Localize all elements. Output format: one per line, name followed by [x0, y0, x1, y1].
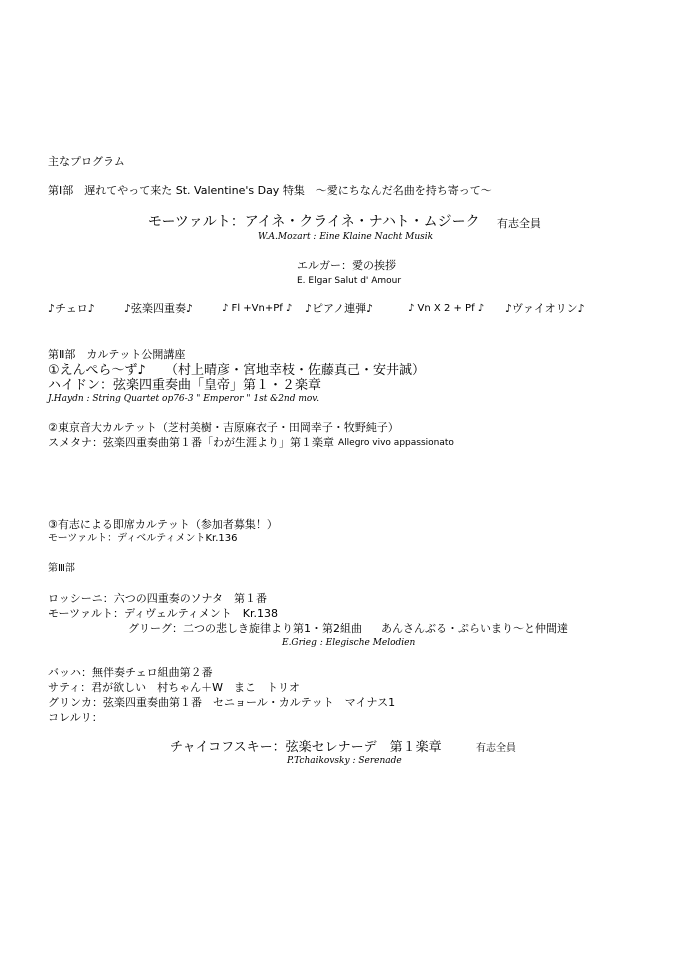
- mozart-title: モーツァルト：アイネ・クライネ・ナハト・ムジーク: [148, 214, 480, 230]
- satie-line: サティ：君が欲しい 村ちゃん＋W まこ トリオ: [48, 681, 300, 694]
- grieg-title: グリーグ：二つの悲しき旋律より第1・第2組曲: [128, 622, 362, 635]
- instrument-quartet: ♪弦楽四重奏♪: [124, 302, 194, 315]
- corelli-line: コレルリ：: [48, 711, 103, 724]
- rossini-line: ロッシーニ：六つの四重奏のソナタ 第１番: [48, 592, 268, 605]
- group1-piece: ハイドン：弦楽四重奏曲「皇帝」第１・２楽章: [48, 378, 322, 393]
- group1-subtitle: J.Haydn : String Quartet op76-3 " Emperor " 1st &2nd mov.: [48, 394, 320, 404]
- mozart-note: 有志全員: [497, 217, 541, 230]
- group1-name: ①えんぺら～ず♪: [48, 363, 146, 378]
- instrument-violin: ♪ヴァイオリン♪: [505, 302, 585, 315]
- tchaikovsky-title: チャイコフスキー：弦楽セレナーデ 第１楽章: [170, 740, 442, 755]
- instrument-piano-duet: ♪ピアノ連弾♪: [305, 302, 374, 315]
- mozart-subtitle: W.A.Mozart : Eine Klaine Nacht Musik: [258, 232, 434, 242]
- group3-name: ③有志による即席カルテット（参加者募集！）: [48, 518, 278, 531]
- grieg-performers: あんさんぶる・ぷらいまり～と仲間達: [381, 622, 568, 635]
- part1-title: 第Ⅰ部 遅れてやって来た St. Valentine's Day 特集 ～愛にちなんだ名曲を持ち寄って～: [48, 184, 492, 197]
- instrument-vn2-pf: ♪ Vn X 2 + Pf ♪: [408, 303, 485, 314]
- elgar-title: エルガー：愛の挨拶: [297, 259, 396, 272]
- elgar-subtitle: E. Elgar Salut d' Amour: [297, 276, 402, 286]
- part2-title: 第Ⅱ部 カルテット公開講座: [48, 348, 186, 361]
- group2-piece: スメタナ：弦楽四重奏曲第１番「わが生涯より」第１楽章: [48, 436, 334, 449]
- bach-line: バッハ：無伴奏チェロ組曲第２番: [48, 666, 213, 679]
- group3-piece: モーツァルト：ディベルティメントKr.136: [48, 533, 238, 544]
- tchaikovsky-note: 有志全員: [476, 743, 516, 754]
- tchaikovsky-subtitle: P.Tchaikovsky : Serenade: [287, 756, 402, 766]
- mozart-divertimento-line: モーツァルト：ディヴェルティメント Kr.138: [48, 607, 279, 620]
- grieg-subtitle: E.Grieg : Elegische Melodien: [282, 638, 416, 648]
- group1-members: （村上晴彦・宮地幸枝・佐藤真己・安井誠）: [165, 363, 426, 378]
- part3-title: 第Ⅲ部: [48, 563, 75, 574]
- instrument-cello: ♪チェロ♪: [48, 302, 95, 315]
- glinka-line: グリンカ：弦楽四重奏曲第１番 セニョール・カルテット マイナス1: [48, 696, 396, 709]
- instrument-fl-vn-pf: ♪ Fl +Vn+Pf ♪: [222, 303, 293, 314]
- group2-name: ②東京音大カルテット（芝村美樹・吉原麻衣子・田岡幸子・牧野純子）: [48, 421, 399, 434]
- program-heading: 主なプログラム: [48, 155, 125, 168]
- group2-tempo: Allegro vivo appassionato: [338, 438, 454, 448]
